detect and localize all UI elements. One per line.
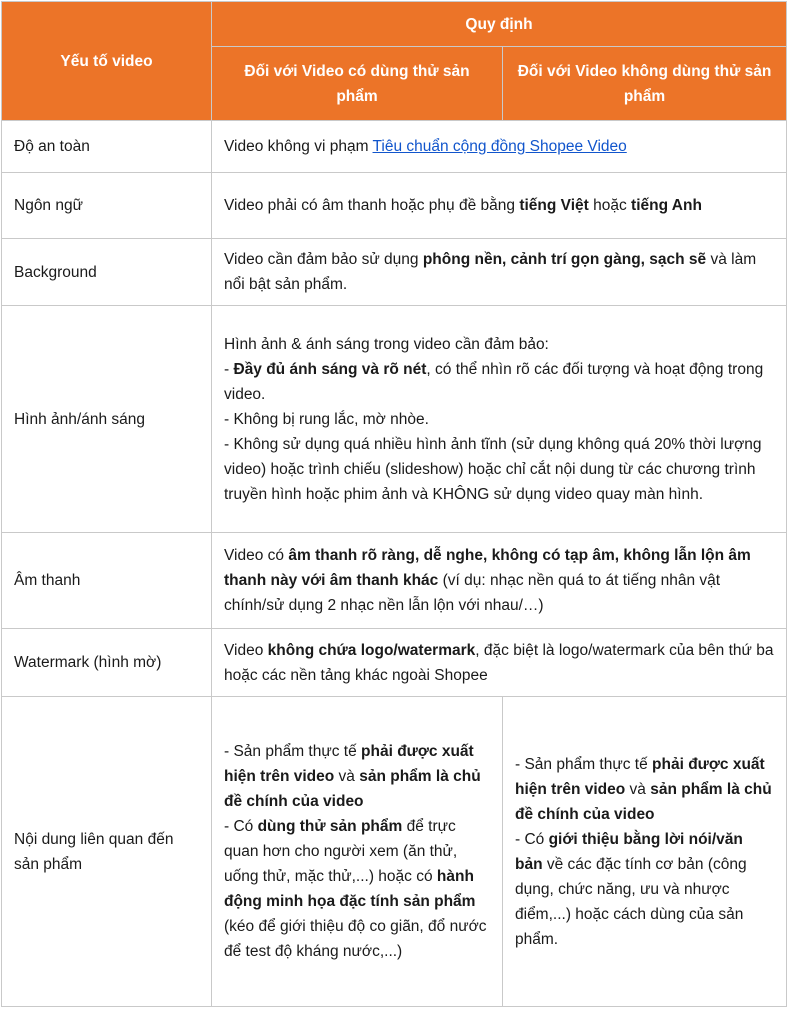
intro-text: Hình ảnh & ánh sáng trong video cần đảm bảo:: [224, 335, 549, 353]
content-without-trial: [503, 697, 787, 1007]
row-sound: [2, 533, 787, 629]
row-content: [212, 533, 787, 629]
text: - Có: [515, 830, 549, 848]
bold-text: sản phẩm là chủ đề chính của video: [515, 780, 772, 823]
bold-text: phải được xuất hiện trên video: [515, 755, 765, 798]
row-language: [2, 173, 787, 239]
video-rules-table: [1, 1, 787, 1007]
text: và làm nổi bật sản phẩm.: [224, 251, 757, 293]
row-label: Âm thanh: [2, 533, 212, 629]
text: -: [224, 360, 234, 378]
text: để trực quan hơn cho người xem (ăn thử, uống thử, mặc thử,...) hoặc có: [224, 818, 458, 885]
header-without-trial: Đối với Video không dùng thử sản phẩm: [503, 47, 787, 121]
text: hoặc: [588, 197, 632, 214]
row-image-lighting: [2, 306, 787, 533]
bold-text: dùng thử sản phẩm: [257, 818, 403, 835]
bullet: [515, 827, 774, 952]
text: , đặc biệt là logo/watermark của bên thứ ba hoặc các nền tảng khác ngoài Shopee: [224, 641, 774, 684]
text: - Sản phẩm thực tế: [515, 755, 653, 773]
content-with-trial: [212, 697, 503, 1007]
row-content: [212, 629, 787, 697]
bold-text: không chứa logo/watermark: [267, 641, 476, 659]
bullet: [224, 357, 774, 407]
row-label: Watermark (hình mờ): [2, 629, 212, 697]
row-label: Độ an toàn: [2, 121, 212, 173]
row-background: [2, 239, 787, 306]
text: và: [625, 780, 651, 798]
row-content: [212, 173, 787, 239]
bullet: [515, 752, 774, 827]
community-standards-link[interactable]: Tiêu chuẩn cộng đồng Shopee Video: [372, 138, 627, 155]
bold-text: phải được xuất hiện trên video: [224, 743, 474, 785]
bullet: - Không bị rung lắc, mờ nhòe.: [224, 410, 429, 428]
text: Video phải có âm thanh hoặc phụ đề bằng: [224, 197, 520, 214]
bold-text: tiếng Việt: [519, 197, 589, 214]
bold-text: sản phẩm là chủ đề chính của video: [224, 768, 481, 810]
row-safety: [2, 121, 787, 173]
text: Video không vi phạm: [224, 138, 373, 155]
row-label: Ngôn ngữ: [2, 173, 212, 239]
header-regulation: Quy định: [212, 2, 787, 47]
text: - Có: [224, 818, 258, 835]
bullet: [224, 814, 490, 964]
row-label: Background: [2, 239, 212, 306]
bold-text: âm thanh rõ ràng, dễ nghe, không có tạp âm, không lẫn lộn âm thanh này với âm thanh khác: [224, 547, 751, 589]
row-product-content: [2, 697, 787, 1007]
header-video-factor: Yếu tố video: [2, 2, 212, 121]
text: về các đặc tính cơ bản (công dụng, chức năng, ưu và nhược điểm,...) hoặc cách dùng của sản phẩm.: [515, 855, 747, 948]
bold-text: tiếng Anh: [631, 197, 702, 214]
row-label: Nội dung liên quan đến sản phẩm: [2, 697, 212, 1007]
text: - Sản phẩm thực tế: [224, 743, 362, 760]
text: (kéo để giới thiệu độ co giãn, đổ nước để test độ kháng nước,...): [224, 918, 487, 960]
bold-text: phông nền, cảnh trí gọn gàng, sạch sẽ: [422, 251, 707, 268]
text: Video có: [224, 547, 289, 564]
row-content: [212, 306, 787, 533]
header-with-trial: Đối với Video có dùng thử sản phẩm: [212, 47, 503, 121]
text: , có thể nhìn rõ các đối tượng và hoạt động trong video.: [224, 360, 764, 403]
row-content: [212, 121, 787, 173]
bullet: [224, 739, 490, 814]
bold-text: Đầy đủ ánh sáng và rõ nét: [233, 360, 427, 378]
text: và: [334, 768, 360, 785]
row-label: Hình ảnh/ánh sáng: [2, 306, 212, 533]
row-watermark: [2, 629, 787, 697]
bold-text: hành động minh họa đặc tính sản phẩm: [224, 868, 476, 910]
text: (ví dụ: nhạc nền quá to át tiếng nhân vật chính/sử dụng 2 nhạc nền lẫn lộn với nhau/…): [224, 572, 721, 614]
bullet: - Không sử dụng quá nhiều hình ảnh tĩnh (sử dụng không quá 20% thời lượng video) hoặc trình chiếu (slideshow) hoặc chỉ cắt nội dung từ các chương trình truyền hình hoặc phim ảnh và KHÔNG sử dụng video quay màn hình.: [224, 435, 762, 503]
text: Video cần đảm bảo sử dụng: [224, 251, 423, 268]
row-content: [212, 239, 787, 306]
bold-text: giới thiệu bằng lời nói/văn bản: [515, 830, 743, 873]
text: Video: [224, 641, 268, 659]
